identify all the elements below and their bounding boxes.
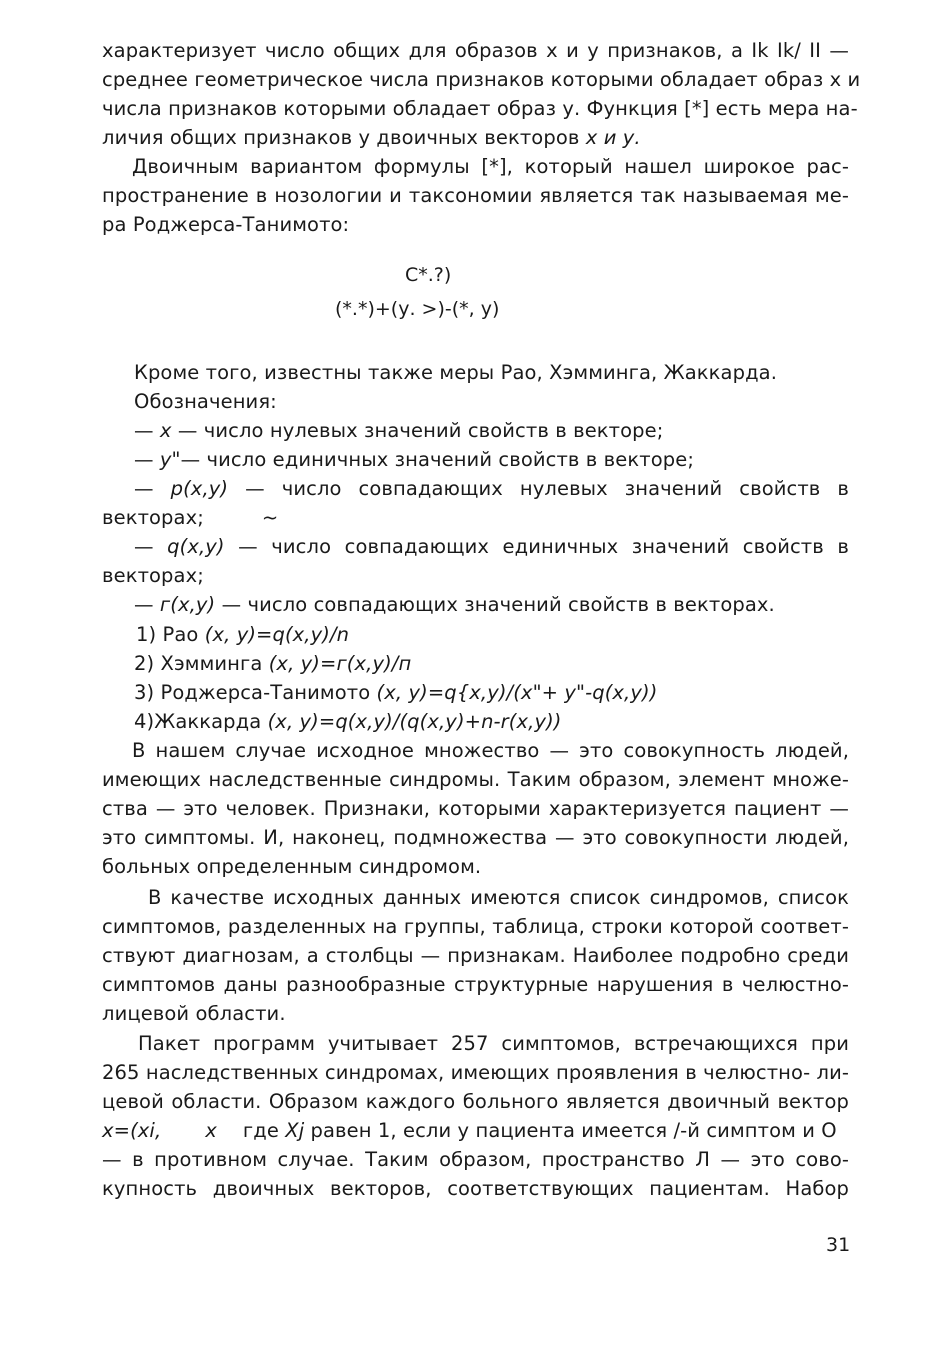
text-line: Двоичным вариантом формулы [*], который нашел широкое рас- — [132, 155, 849, 178]
formula-denominator: (*.*)+(у. >)-(*, у) — [335, 298, 500, 320]
measure-line — [136, 620, 883, 649]
definition-line — [134, 416, 881, 445]
definition-line: векторах; — [102, 564, 204, 587]
text-span: личия общих признаков у двоичных векторов — [102, 126, 586, 149]
text-span: равен 1, если у пациента имеется /-й симптом и О — [310, 1119, 837, 1142]
symbol: у" — [159, 448, 181, 471]
dash: — — [134, 535, 154, 558]
definition-line — [134, 445, 881, 474]
symbol: р(х,у) — [170, 477, 229, 500]
text-line: Обозначения: — [134, 390, 277, 413]
symbol: х — [159, 419, 172, 442]
text-line: цевой области. Образом каждого больного является двоичный вектор — [102, 1090, 849, 1113]
measure-name: 1) Рао — [136, 623, 205, 646]
definition-text: — число единичных значений свойств в векторе; — [180, 448, 694, 471]
text-line: имеющих наследственные синдромы. Таким образом, элемент множе- — [102, 768, 849, 791]
text-line: симптомов, разделенных на группы, таблица, строки которой соответ- — [102, 915, 849, 938]
text-line: это симптомы. И, наконец, подмножества — это совокупности людей, — [102, 826, 849, 849]
text-line — [102, 123, 849, 152]
text-line: ства — это человек. Признаки, которыми характеризуется пациент — — [102, 797, 849, 820]
text-line: числа признаков которыми обладает образ у. Функция [*] есть мера на- — [102, 97, 858, 120]
definition-text: векторах; — [102, 506, 204, 529]
text-line: больных определенным синдромом. — [102, 855, 482, 878]
italic-span: х и у. — [585, 126, 641, 149]
definition-line — [134, 590, 881, 619]
dash: — — [134, 419, 154, 442]
measure-formula: (х, y)=q{x,y)/(x"+ у"-q(x,y)) — [376, 681, 658, 704]
measure-line — [134, 649, 881, 678]
measure-line — [134, 707, 881, 736]
text-line: ра Роджерса-Танимото: — [102, 213, 350, 236]
page-number: 31 — [826, 1234, 851, 1256]
text-span: где — [242, 1119, 279, 1142]
definition-line — [102, 503, 849, 532]
tilde-mark: ~ — [261, 506, 279, 529]
text-line: купность двоичных векторов, соответствующих пациентам. Набор — [102, 1177, 849, 1200]
dash: — — [134, 448, 154, 471]
text-line: 265 наследственных синдромах, имеющих проявления в челюстно- ли- — [102, 1061, 849, 1084]
measure-name: 2) Хэмминга — [134, 652, 269, 675]
dash: — — [134, 477, 154, 500]
text-line: характеризует число общих для образов х и у признаков, а Ik Ik/ II — — [102, 39, 849, 62]
text-line: симптомов даны разнообразные структурные нарушения в челюстно- — [102, 973, 849, 996]
text-line: В качестве исходных данных имеются список синдромов, список — [148, 886, 849, 909]
symbol: г(х,у) — [159, 593, 216, 616]
definition-text: — число совпадающих значений свойств в векторах. — [221, 593, 775, 616]
text-line — [102, 1116, 849, 1145]
text-line: ствуют диагнозам, а столбцы — признакам. Наиболее подробно среди — [102, 944, 849, 967]
definition-line — [134, 532, 849, 561]
measure-name: 4)Жаккарда — [134, 710, 268, 733]
measure-name: 3) Роджерса-Танимото — [134, 681, 377, 704]
measure-formula: (х, y)=q(x,y)/n — [204, 623, 350, 646]
definition-line — [134, 474, 849, 503]
text-line: Пакет программ учитывает 257 симптомов, встречающихся при — [138, 1032, 849, 1055]
text-line: Кроме того, известны также меры Рао, Хэмминга, Жаккарда. — [134, 361, 778, 384]
dash: — — [134, 593, 154, 616]
measure-formula: (х, у)=г(х,у)/п — [268, 652, 412, 675]
measure-line — [134, 678, 881, 707]
vector-symbol: x — [205, 1119, 217, 1142]
measure-formula: (х, y)=q(x,y)/(q(x,y)+n-r(x,y)) — [267, 710, 562, 733]
vector-symbol: x=(xi, — [102, 1119, 162, 1142]
text-line: пространение в нозологии и таксономии является так называемая ме- — [102, 184, 849, 207]
formula-numerator: С*.?) — [405, 264, 452, 286]
text-line: — в противном случае. Таким образом, пространство Л — это сово- — [102, 1148, 849, 1171]
text-line: лицевой области. — [102, 1002, 286, 1025]
definition-text: — число нулевых значений свойств в векторе; — [177, 419, 664, 442]
definition-text: — число совпадающих нулевых значений свойств в — [245, 477, 849, 500]
vector-symbol: Xj — [285, 1119, 305, 1142]
text-line: среднее геометрическое числа признаков которыми обладает образ х и — [102, 68, 861, 91]
definition-text: — число совпадающих единичных значений свойств в — [238, 535, 849, 558]
symbol: q(x,y) — [167, 535, 225, 558]
text-line: В нашем случае исходное множество — это совокупность людей, — [132, 739, 849, 762]
